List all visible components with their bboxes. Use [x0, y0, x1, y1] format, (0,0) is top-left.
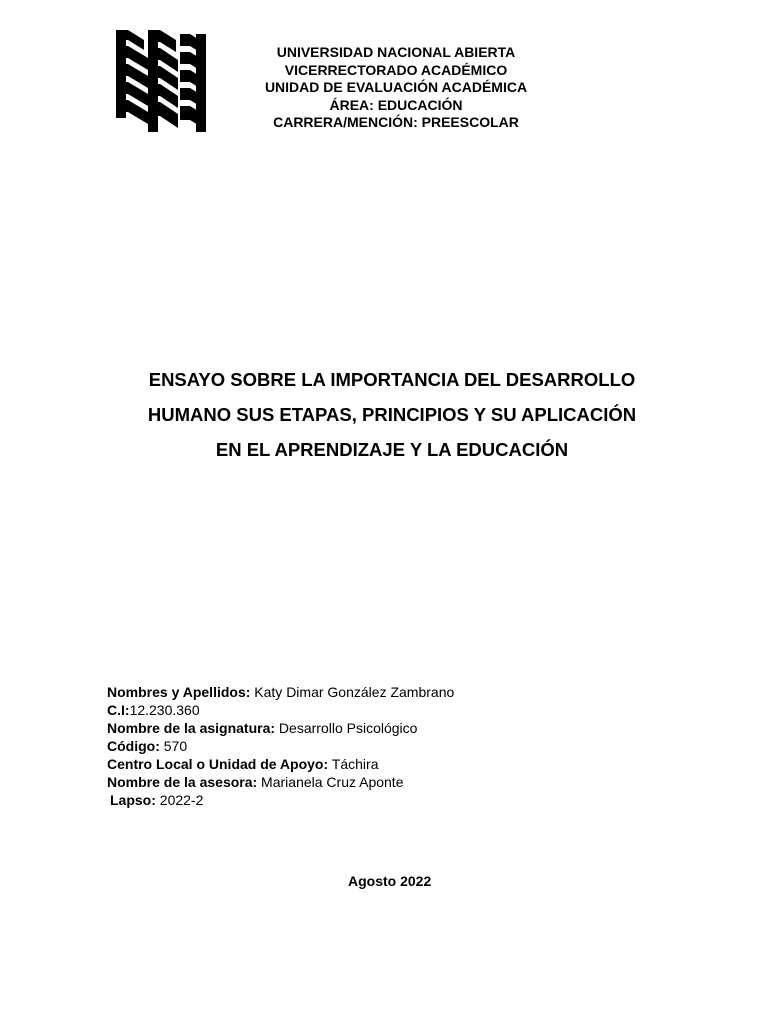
detail-value: 2022-2	[155, 792, 204, 808]
detail-value: Desarrollo Psicológico	[275, 720, 418, 736]
title-line-2: HUMANO SUS ETAPAS, PRINCIPIOS Y SU APLICACIÓN	[147, 404, 637, 425]
header-vicerrectorado: VICERRECTORADO ACADÉMICO	[284, 61, 508, 78]
detail-row-ci	[107, 701, 454, 719]
institution-header	[236, 44, 556, 132]
detail-label: Nombres y Apellidos:	[107, 684, 251, 700]
una-logo-icon	[114, 28, 208, 132]
header-carrera: CARRERA/MENCIÓN: PREESCOLAR	[273, 114, 519, 131]
detail-value: 12.230.360	[129, 702, 200, 718]
detail-label: Código:	[107, 738, 160, 754]
student-details	[107, 683, 454, 809]
detail-row-advisor	[107, 773, 454, 791]
document-date: Agosto 2022	[348, 873, 432, 889]
detail-label: Lapso:	[110, 792, 156, 808]
detail-label: Nombre de la asesora:	[107, 774, 258, 790]
header-area: ÁREA: EDUCACIÓN	[329, 96, 463, 113]
title-line-1: ENSAYO SOBRE LA IMPORTANCIA DEL DESARROLLO	[148, 369, 636, 390]
detail-value: Katy Dimar González Zambrano	[250, 684, 455, 700]
detail-label: Nombre de la asignatura:	[107, 720, 276, 736]
detail-row-subject	[107, 719, 454, 737]
title-line-3: EN EL APRENDIZAJE Y LA EDUCACIÓN	[215, 439, 569, 460]
detail-row-code	[107, 737, 454, 755]
detail-row-term	[107, 791, 454, 809]
detail-label: Centro Local o Unidad de Apoyo:	[107, 756, 329, 772]
detail-row-center	[107, 755, 454, 773]
detail-label: C.I:	[107, 702, 130, 718]
detail-value: Táchira	[328, 756, 379, 772]
detail-value: 570	[159, 738, 188, 754]
essay-title	[100, 362, 684, 467]
detail-value: Marianela Cruz Aponte	[257, 774, 404, 790]
header-unidad: UNIDAD DE EVALUACIÓN ACADÉMICA	[264, 79, 528, 96]
detail-row-name	[107, 683, 454, 701]
header-university: UNIVERSIDAD NACIONAL ABIERTA	[276, 44, 516, 60]
